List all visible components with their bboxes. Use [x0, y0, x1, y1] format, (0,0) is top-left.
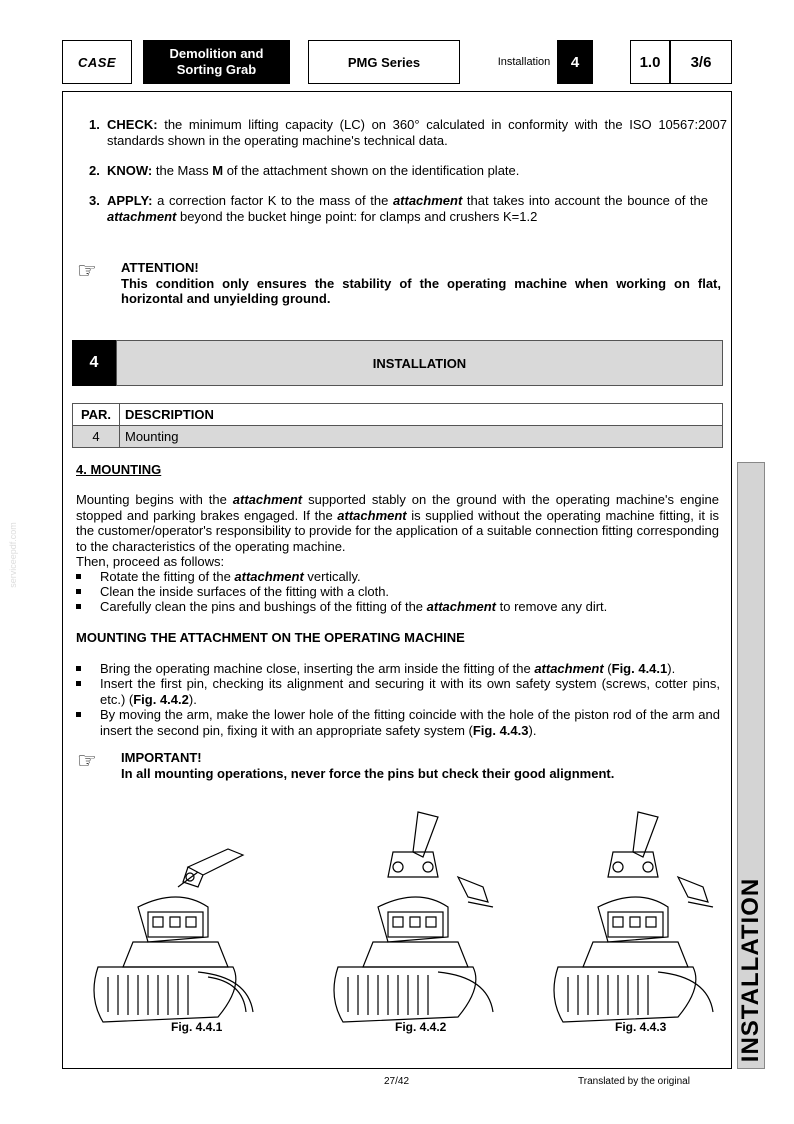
bullet-2: Clean the inside surfaces of the fitting with a cloth.	[100, 584, 390, 599]
main-content	[62, 91, 732, 1069]
m2-bullet-1-attachment: attachment	[534, 661, 604, 676]
bullet-1-a: Rotate the fitting of the	[100, 569, 235, 584]
item-3-body-b: that takes into account the bounce of the	[462, 193, 709, 208]
figure-4-4-1	[78, 827, 278, 1032]
page-number: 27/42	[384, 1076, 410, 1087]
section-number-box	[557, 40, 593, 84]
item-3-attachment: attachment	[392, 193, 463, 208]
pointing-hand-icon: ☞	[77, 258, 97, 283]
par-cell: 4	[73, 426, 120, 448]
item-1-lead: CHECK:	[107, 117, 158, 132]
figure-caption-2: Fig. 4.4.2	[395, 1020, 447, 1034]
m2-bullet-2-fig: Fig. 4.4.2	[133, 691, 189, 707]
pointing-hand-icon: ☞	[77, 748, 97, 773]
doc-title-box	[143, 40, 290, 84]
bullet-icon	[76, 681, 81, 686]
logo-box	[62, 40, 132, 84]
bullet-icon	[76, 666, 81, 671]
m2-bullet-1-a: Bring the operating machine close, inserting the arm inside the fitting of the	[100, 661, 535, 676]
m2-bullet-3-b: ).	[528, 722, 537, 738]
bullet-3-b: to remove any dirt.	[496, 599, 608, 614]
par-table	[72, 403, 723, 448]
item-3-body-a: a correction factor K to the mass of the	[152, 193, 393, 208]
item-2-number: 2.	[89, 163, 100, 178]
bullet-icon	[76, 574, 81, 579]
item-1-body: the minimum lifting capacity (LC) on 360° calculated in conformity with the ISO 10567:2007 standards shown in the operating machine's technical data.	[107, 117, 727, 148]
side-tab-label-box	[735, 875, 767, 1065]
important-text: In all mounting operations, never force the pins but check their good alignment.	[121, 765, 615, 781]
bullet-1-attachment: attachment	[234, 569, 304, 584]
mounting-p3: is supplied without the operating machine fitting, it is the customer/operator's responsibility to provide for the application of a suitable connection fitting corresponding to the characteristics of the operating machine.	[76, 507, 719, 554]
attention-block	[121, 260, 721, 307]
list-item	[100, 569, 720, 585]
par-header: PAR.	[73, 404, 120, 426]
item-2-mass: M	[212, 163, 224, 178]
bullet-icon	[76, 712, 81, 717]
section-label: Installation	[497, 56, 551, 68]
item-2-body-a: the Mass	[152, 163, 213, 178]
page-of: 3/6	[690, 53, 712, 71]
bullet-3-a: Carefully clean the pins and bushings of the fitting of the	[100, 599, 427, 614]
then-text: Then, proceed as follows:	[76, 554, 225, 569]
mounting-heading: 4. MOUNTING	[76, 462, 162, 477]
item-3-attachment-2: attachment	[107, 208, 177, 224]
m2-bullet-1-b: (	[603, 661, 612, 676]
item-1-number: 1.	[89, 117, 100, 132]
par-table-header	[73, 404, 723, 426]
item-3-number: 3.	[89, 193, 100, 208]
figure-4-4-2	[318, 807, 518, 1032]
case-logo: CASE	[77, 54, 117, 70]
attention-text: This condition only ensures the stability of the operating machine when working on flat, horizontal and unyielding ground.	[121, 275, 721, 306]
m2-bullet-2-b: ).	[188, 691, 197, 707]
watermark-left: serviceepdf.com	[7, 522, 18, 588]
item-1-text	[107, 117, 727, 148]
figure-caption-3: Fig. 4.4.3	[615, 1020, 667, 1034]
bullet-3-attachment: attachment	[426, 599, 497, 614]
m2-bullet-1-c: ).	[667, 661, 676, 676]
section-title: INSTALLATION	[116, 340, 723, 386]
list-item	[100, 584, 720, 600]
list-item	[100, 661, 720, 677]
mounting-attachment-1: attachment	[232, 492, 303, 507]
figure-caption-1: Fig. 4.4.1	[171, 1020, 223, 1034]
page-of-box	[670, 40, 732, 84]
side-tab-label: INSTALLATION	[737, 877, 765, 1063]
figure-4-4-3	[538, 807, 738, 1032]
mounting-p1: Mounting begins with the	[76, 492, 233, 507]
bullet-1-b: vertically.	[303, 569, 361, 584]
section-number: 4	[570, 53, 580, 71]
m2-bullet-1-fig: Fig. 4.4.1	[611, 661, 668, 676]
mounting-attachment-2: attachment	[337, 507, 407, 523]
item-2-text	[107, 163, 727, 179]
section-label-box	[491, 40, 557, 84]
list-item	[100, 599, 720, 615]
revision-box	[630, 40, 670, 84]
bullet-icon	[76, 589, 81, 594]
revision: 1.0	[639, 53, 661, 71]
doc-title-line2: Sorting Grab	[176, 62, 257, 77]
list-item	[100, 707, 720, 738]
list-item	[100, 676, 720, 707]
important-block	[121, 750, 721, 781]
attention-title: ATTENTION!	[121, 260, 199, 275]
doc-title-line1: Demolition and	[169, 46, 264, 61]
mounting-p2: supported stably on the ground with the operating machine's engine stopped and parking brakes engaged. If the	[76, 492, 719, 523]
item-3-body-c: beyond the bucket hinge point: for clamps and crushers K=1.2	[176, 208, 538, 224]
section-number-badge: 4	[72, 340, 116, 386]
description-cell: Mounting	[120, 426, 723, 448]
m2-bullet-3-fig: Fig. 4.4.3	[472, 722, 529, 738]
bullet-icon	[76, 604, 81, 609]
m2-bullet-2-a: Insert the first pin, checking its alignment and securing it with its own safety system (screws, cotter pins, etc.) (	[100, 676, 720, 707]
item-2-body-b: of the attachment shown on the identification plate.	[223, 163, 520, 178]
table-row	[73, 426, 723, 448]
important-title: IMPORTANT!	[121, 750, 202, 765]
footer-note: Translated by the original	[578, 1076, 690, 1087]
item-2-lead: KNOW:	[107, 163, 153, 178]
m2-bullet-3-a: By moving the arm, make the lower hole of the fitting coincide with the hole of the piston rod of the arm and insert the second pin, fixing it with an appropriate safety system (	[100, 707, 720, 738]
series-box	[308, 40, 460, 84]
description-header: DESCRIPTION	[120, 404, 723, 426]
series-label: PMG Series	[347, 54, 421, 70]
mounting2-heading: MOUNTING THE ATTACHMENT ON THE OPERATING MACHINE	[76, 630, 465, 645]
item-3-text	[107, 193, 708, 224]
item-3-lead: APPLY:	[107, 193, 153, 208]
mounting-paragraph	[76, 492, 719, 554]
